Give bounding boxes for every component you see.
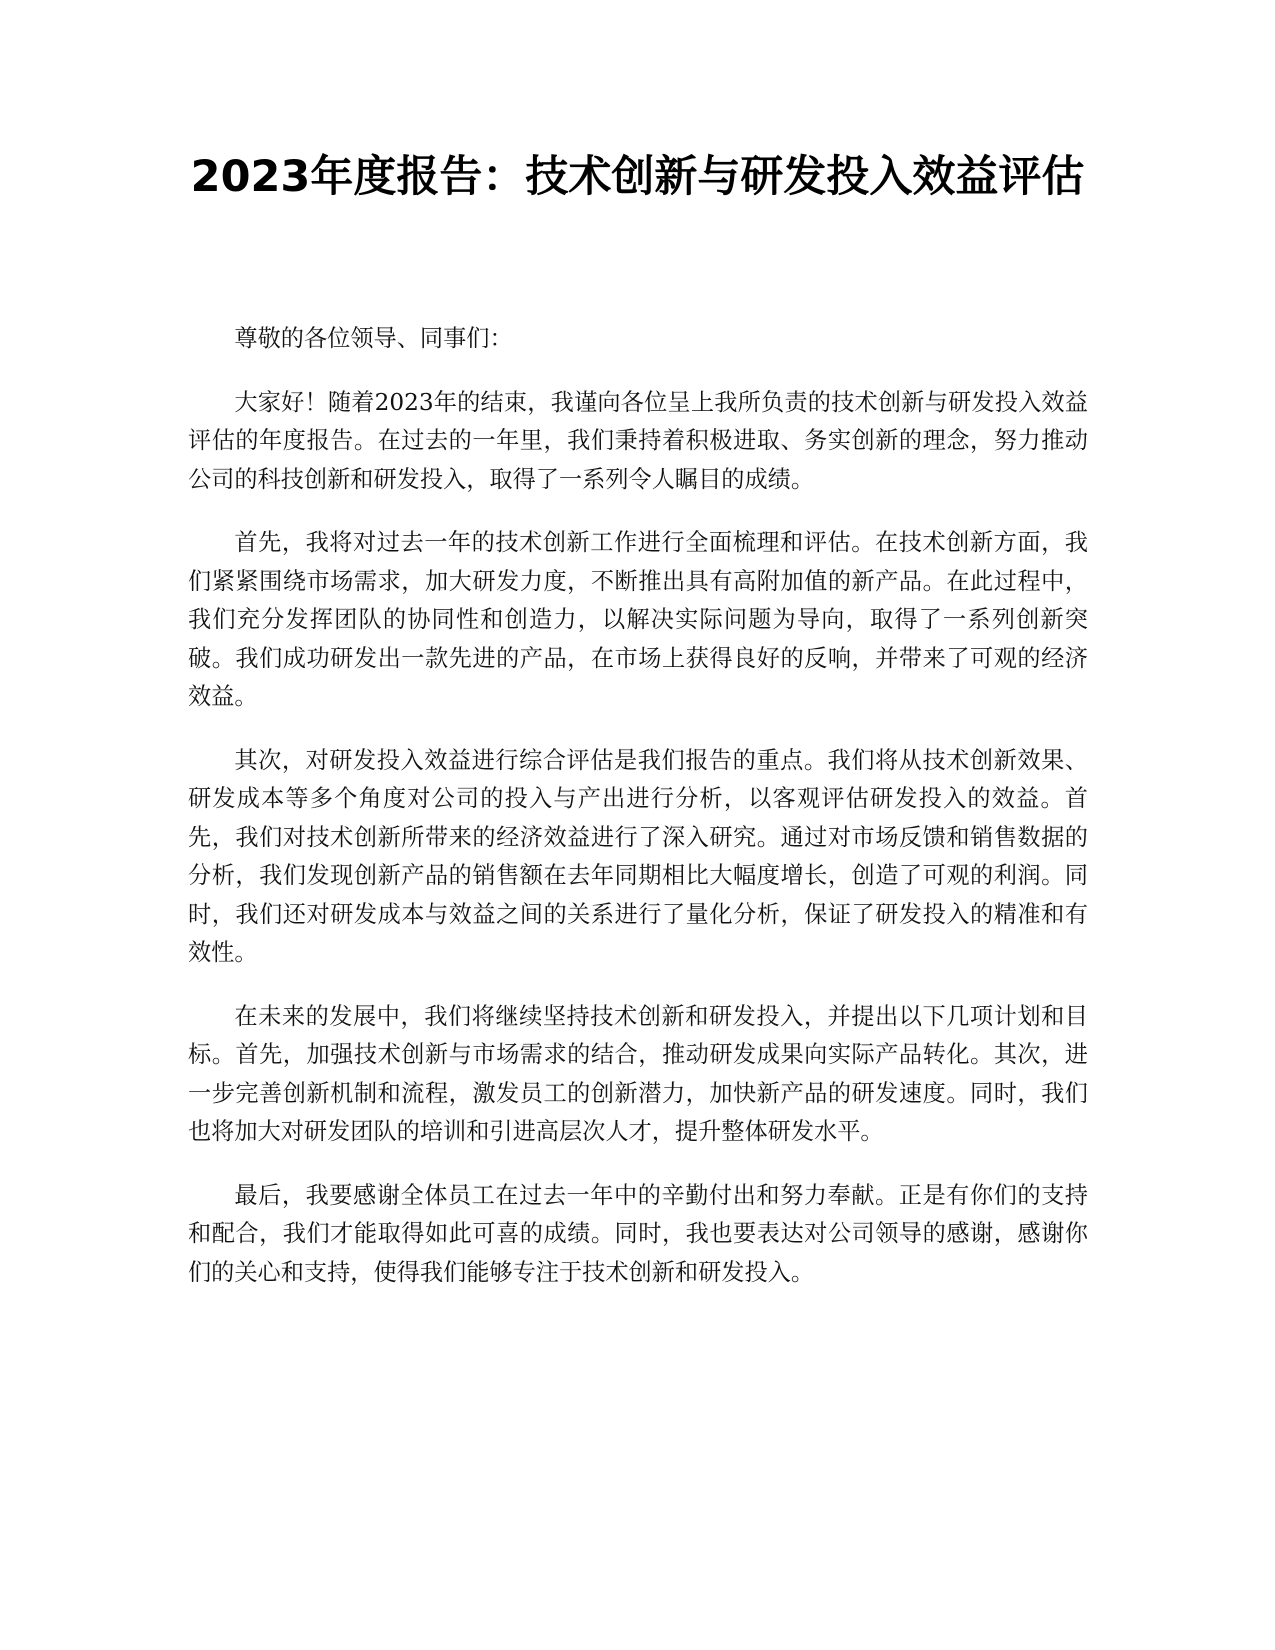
paragraph-future-plans: 在未来的发展中，我们将继续坚持技术创新和研发投入，并提出以下几项计划和目标。首先，加强技术创新与市场需求的结合，推动研发成果向实际产品转化。其次，进一步完善创新机制和流程，激发员工的创新潜力，加快新产品的研发速度。同时，我们也将加大对研发团队的培训和引进高层次人才，提升整体研发水平。	[188, 1002, 1088, 1145]
paragraph-intro: 大家好！随着2023年的结束，我谨向各位呈上我所负责的技术创新与研发投入效益评估的年度报告。在过去的一年里，我们秉持着积极进取、务实创新的理念，努力推动公司的科技创新和研发投入，取得了一系列令人瞩目的成绩。	[188, 388, 1088, 493]
greeting: 尊敬的各位领导、同事们：	[234, 325, 513, 352]
document-title: 2023年度报告：技术创新与研发投入效益评估	[190, 152, 1085, 202]
paragraph-investment-evaluation: 其次，对研发投入效益进行综合评估是我们报告的重点。我们将从技术创新效果、研发成本等多个角度对公司的投入与产出进行分析，以客观评估研发投入的效益。首先，我们对技术创新所带来的经济效益进行了深入研究。通过对市场反馈和销售数据的分析，我们发现创新产品的销售额在去年同期相比大幅度增长，创造了可观的利润。同时，我们还对研发成本与效益之间的关系进行了量化分析，保证了研发投入的精准和有效性。	[188, 746, 1088, 966]
document-body	[188, 320, 1088, 1317]
paragraph-innovation-review: 首先，我将对过去一年的技术创新工作进行全面梳理和评估。在技术创新方面，我们紧紧围绕市场需求，加大研发力度，不断推出具有高附加值的新产品。在此过程中，我们充分发挥团队的协同性和创造力，以解决实际问题为导向，取得了一系列创新突破。我们成功研发出一款先进的产品，在市场上获得良好的反响，并带来了可观的经济效益。	[188, 529, 1088, 710]
paragraph-acknowledgements: 最后，我要感谢全体员工在过去一年中的辛勤付出和努力奉献。正是有你们的支持和配合，我们才能取得如此可喜的成绩。同时，我也要表达对公司领导的感谢，感谢你们的关心和支持，使得我们能够专注于技术创新和研发投入。	[188, 1181, 1088, 1286]
